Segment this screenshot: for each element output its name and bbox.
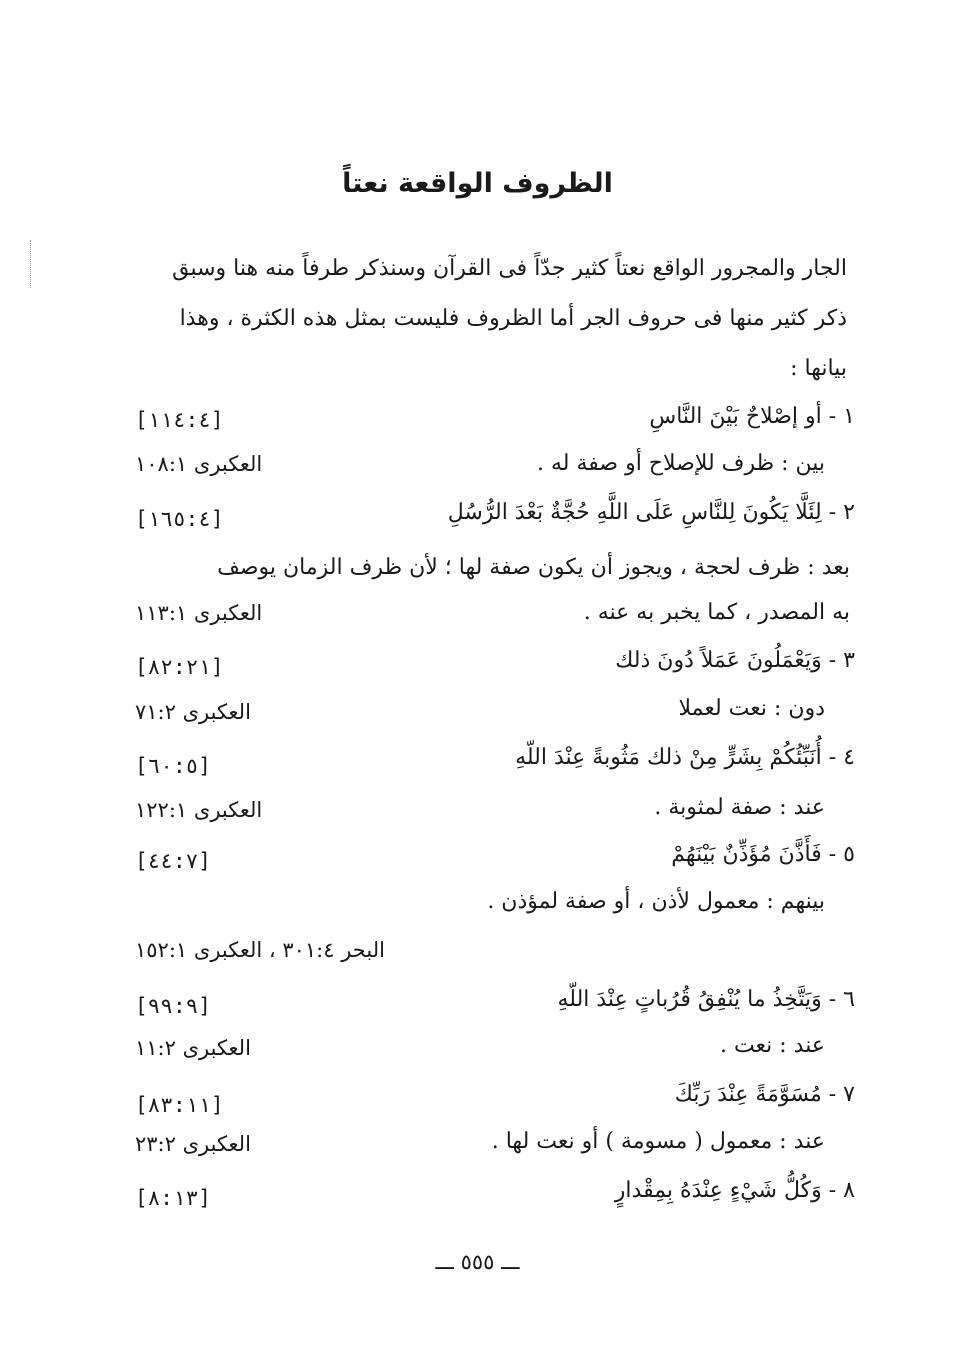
quran-verse: وَيَتَّخِذُ ما يُنْفِقُ قُرُباتٍ عِنْدَ اللّهِ [557,987,822,1012]
grammar-note: عند : نعت . [719,1033,825,1058]
intro-line: الجار والمجرور الواقع نعتاً كثير جدّاً فى القرآن وسنذكر طرفاً منه هنا وسبق [172,256,847,281]
verse-reference: [٦٠:٥] [135,754,211,778]
entry-number: ٤ - [828,745,855,770]
scan-edge-mark [30,240,32,288]
grammar-note: بين : ظرف للإصلاح أو صفة له . [537,451,825,476]
source-citation: العكبرى ١١٣:١ [135,601,263,625]
entry-verse-line [558,987,856,1012]
verse-reference: [٨٢:٢١] [135,655,224,679]
quran-verse: مُسَوَّمَةً عِنْدَ رَبِّكَ [674,1082,822,1107]
entry-number: ٥ - [828,842,855,867]
quran-verse: لِئَلَّا يَكُونَ لِلنَّاسِ عَلَى اللَّهِ حُجَّةٌ بَعْدَ الرُّسُلِ [447,500,822,525]
grammar-note: عند : صفة لمثوبة . [654,795,825,820]
grammar-note: به المصدر ، كما يخبر به عنه . [583,600,850,625]
intro-line: ذكر كثير منها فى حروف الجر أما الظروف فليست بمثل هذه الكثرة ، وهذا [179,306,847,331]
entry-verse-line [671,842,855,867]
verse-reference: [٤٤:٧] [135,849,211,873]
verse-reference: [٨٣:١١] [135,1093,224,1117]
source-citation: العكبرى ٧١:٢ [135,700,251,724]
entry-number: ٣ - [828,648,855,673]
quran-verse: وَيَعْمَلُونَ عَمَلاً دُونَ ذلك [615,648,822,673]
entry-number: ١ - [828,404,855,429]
entry-verse-line [615,648,855,673]
intro-line: بيانها : [790,356,847,381]
source-citation: العكبرى ١١:٢ [135,1036,251,1060]
grammar-note: دون : نعت لعملا [678,696,825,721]
entry-number: ٢ - [828,500,855,525]
quran-verse: فَأَذَّنَ مُؤَذِّنٌ بَيْنَهُمْ [671,842,822,867]
entry-verse-line [448,500,855,525]
quran-verse: وَكُلُّ شَيْءٍ عِنْدَهُ بِمِقْدارٍ [614,1178,822,1203]
entry-number: ٦ - [828,987,855,1012]
entry-verse-line [615,1178,855,1203]
verse-reference: [١٦٥:٤] [135,507,224,531]
page-number: ـــ ٥٥٥ ـــ [435,1250,520,1274]
quran-verse: أُنَبِّئُكُمْ بِشَرٍّ مِنْ ذلك مَثُوبةً عِنْدَ اللّهِ [515,745,822,770]
grammar-note: بينهم : معمول لأذن ، أو صفة لمؤذن . [487,889,825,914]
section-title: الظروف الواقعة نعتاً [342,168,613,199]
verse-reference: [٩٩:٩] [135,994,211,1018]
grammar-note: عند : معمول ( مسومة ) أو نعت لها . [491,1129,825,1154]
entry-verse-line [675,1082,855,1107]
entry-verse-line [515,745,855,770]
verse-reference: [٨:١٣] [135,1186,211,1210]
grammar-note: بعد : ظرف لحجة ، ويجوز أن يكون صفة لها ؛ لأن ظرف الزمان يوصف [217,555,850,580]
quran-verse: أو إصْلاحٌ بَيْنَ النَّاسِ [649,404,822,429]
source-citation: البحر ٣٠١:٤ ، العكبرى ١٥٢:١ [135,938,385,962]
entry-number: ٨ - [828,1178,855,1203]
source-citation: العكبرى ١٢٢:١ [135,798,263,822]
verse-reference: [١١٤:٤] [135,408,224,432]
entry-number: ٧ - [828,1082,855,1107]
entry-verse-line [649,404,855,429]
source-citation: العكبرى ٢٣:٢ [135,1132,251,1156]
source-citation: العكبرى ١٠٨:١ [135,452,263,476]
